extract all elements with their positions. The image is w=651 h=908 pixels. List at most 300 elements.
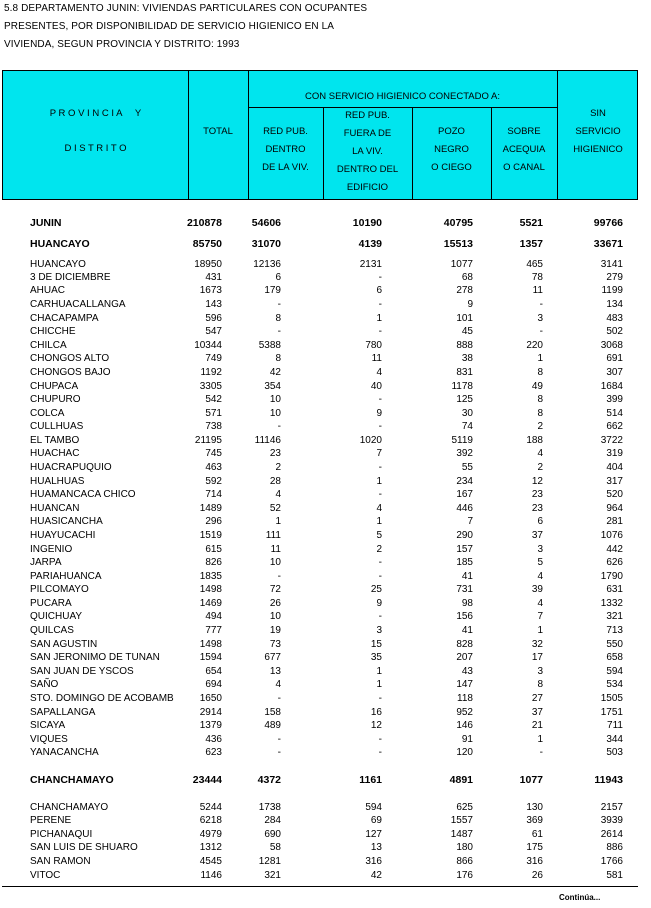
header-acequia: SOBRE ACEQUIA O CANAL [502, 126, 546, 173]
row-value: 442 [606, 544, 623, 555]
table-title [4, 0, 644, 54]
row-value: 581 [606, 870, 623, 881]
row-value: 290 [456, 530, 473, 541]
row-name: 3 DE DICIEMBRE [30, 272, 111, 283]
row-value: 1790 [600, 571, 623, 582]
table-row [0, 570, 651, 584]
row-value: - [378, 489, 382, 500]
row-value: 5119 [451, 435, 473, 446]
row-value: 3068 [600, 340, 623, 351]
row-value: 12 [531, 476, 543, 487]
row-value: 6 [537, 516, 543, 527]
row-value: 33671 [593, 238, 623, 250]
table-row [0, 665, 651, 679]
row-value: 828 [456, 639, 473, 650]
row-value: 10344 [194, 340, 222, 351]
row-value: 5 [537, 557, 543, 568]
row-name: COLCA [30, 408, 65, 419]
row-value: 1 [537, 625, 543, 636]
row-name: CHUPACA [30, 381, 79, 392]
row-value: 690 [264, 829, 281, 840]
row-value: 45 [461, 326, 473, 337]
row-value: 180 [456, 842, 473, 853]
row-value: 9 [376, 598, 382, 609]
table-row [0, 461, 651, 475]
row-value: 658 [606, 652, 623, 663]
row-value: 780 [365, 340, 382, 351]
row-value: 2 [275, 462, 281, 473]
row-value: 1332 [600, 598, 623, 609]
row-value: 2157 [600, 802, 623, 813]
row-value: 3305 [199, 381, 222, 392]
row-value: 1178 [451, 381, 473, 392]
row-value: 188 [526, 435, 543, 446]
row-value: 38 [461, 353, 473, 364]
row-value: 130 [526, 802, 543, 813]
row-value: 1077 [519, 774, 543, 786]
row-value: 2 [537, 421, 543, 432]
row-value: 10 [269, 394, 281, 405]
header-red-dentro: RED PUB. DENTRO DE LA VIV. [262, 126, 309, 173]
row-value: 399 [606, 394, 623, 405]
table-row-total [0, 773, 651, 787]
row-value: 714 [205, 489, 222, 500]
row-name: INGENIO [30, 544, 73, 555]
row-value: 1 [376, 516, 382, 527]
row-value: 55 [461, 462, 473, 473]
row-value: 594 [606, 666, 623, 677]
row-value: 284 [264, 815, 281, 826]
row-value: 134 [606, 299, 623, 310]
row-value: 1751 [600, 707, 623, 718]
row-value: 2131 [359, 259, 382, 270]
row-value: - [539, 747, 543, 758]
row-value: 631 [606, 584, 623, 595]
row-value: 369 [526, 815, 543, 826]
row-value: 1519 [199, 530, 222, 541]
row-value: 11 [270, 544, 281, 555]
table-row [0, 543, 651, 557]
row-value: 592 [205, 476, 222, 487]
title-line-3: VIVIENDA, SEGUN PROVINCIA Y DISTRITO: 1993 [4, 39, 240, 50]
row-value: 10190 [352, 217, 382, 229]
table-row [0, 312, 651, 326]
row-value: 1469 [199, 598, 222, 609]
row-value: 23 [531, 489, 543, 500]
row-value: 1 [537, 734, 543, 745]
row-value: 1498 [199, 639, 222, 650]
row-value: - [277, 693, 281, 704]
row-value: 2914 [199, 707, 222, 718]
row-value: 691 [606, 353, 623, 364]
table-row [0, 434, 651, 448]
row-value: 11 [532, 285, 543, 296]
row-value: - [277, 326, 281, 337]
table-row [0, 814, 651, 828]
row-value: 37 [531, 530, 543, 541]
row-value: 15 [370, 639, 382, 650]
table-row [0, 325, 651, 339]
row-value: 1076 [600, 530, 623, 541]
row-value: 111 [265, 530, 281, 541]
row-value: 623 [205, 747, 222, 758]
row-value: 520 [606, 489, 623, 500]
row-value: 9 [467, 299, 473, 310]
row-value: 146 [456, 720, 473, 731]
row-value: - [277, 299, 281, 310]
row-value: - [277, 747, 281, 758]
row-value: 3939 [600, 815, 623, 826]
row-value: 40 [370, 381, 382, 392]
table-row [0, 841, 651, 855]
row-value: 321 [264, 870, 281, 881]
table-row [0, 801, 651, 815]
table-row [0, 583, 651, 597]
row-value: 35 [370, 652, 382, 663]
row-name: PARIAHUANCA [30, 571, 102, 582]
row-value: 2614 [600, 829, 623, 840]
row-name: SAPALLANGA [30, 707, 96, 718]
row-value: - [539, 299, 543, 310]
continua-note: Continúa... [559, 893, 601, 902]
row-value: 317 [606, 476, 623, 487]
row-value: 964 [606, 503, 623, 514]
row-value: 19 [269, 625, 281, 636]
row-value: 626 [606, 557, 623, 568]
row-value: 436 [205, 734, 222, 745]
row-value: 143 [205, 299, 222, 310]
row-value: 6218 [199, 815, 222, 826]
row-name: CULLHUAS [30, 421, 84, 432]
row-value: 234 [456, 476, 473, 487]
row-value: 749 [205, 353, 222, 364]
row-value: 179 [264, 285, 281, 296]
row-value: 23444 [192, 774, 222, 786]
row-value: 23 [269, 448, 281, 459]
row-value: 392 [456, 448, 473, 459]
row-value: 3141 [600, 259, 623, 270]
row-value: 4 [537, 598, 543, 609]
table-row [0, 380, 651, 394]
row-value: 1594 [199, 652, 222, 663]
row-value: 1 [275, 516, 281, 527]
table-row [0, 610, 651, 624]
row-name: QUICHUAY [30, 611, 83, 622]
row-value: 40795 [443, 217, 473, 229]
table-row [0, 556, 651, 570]
row-value: 3 [537, 666, 543, 677]
row-value: 26 [531, 870, 543, 881]
row-value: 10 [269, 557, 281, 568]
row-value: 5388 [258, 340, 281, 351]
row-value: 1077 [450, 259, 473, 270]
row-value: 5 [376, 530, 382, 541]
row-value: 1650 [199, 693, 222, 704]
row-value: 1 [376, 476, 382, 487]
row-value: 23 [531, 503, 543, 514]
row-name: VIQUES [30, 734, 68, 745]
table-row [0, 488, 651, 502]
row-value: 15513 [443, 238, 473, 250]
row-value: 321 [606, 611, 623, 622]
row-value: 16 [370, 707, 382, 718]
row-value: - [378, 747, 382, 758]
row-value: 32 [531, 639, 543, 650]
row-value: 431 [205, 272, 222, 283]
row-value: 6 [376, 285, 382, 296]
row-value: 58 [269, 842, 281, 853]
row-value: 1 [537, 353, 543, 364]
row-name: HUACRAPUQUIO [30, 462, 112, 473]
row-name: CHILCA [30, 340, 67, 351]
table-row [0, 298, 651, 312]
row-value: 11 [371, 353, 382, 364]
row-value: 4979 [199, 829, 222, 840]
table-row [0, 271, 651, 285]
table-row [0, 475, 651, 489]
row-value: 1020 [359, 435, 382, 446]
row-name: CHICCHE [30, 326, 76, 337]
row-value: 52 [269, 503, 281, 514]
row-value: 26 [269, 598, 281, 609]
row-name: PERENE [30, 815, 72, 826]
row-value: 1505 [600, 693, 623, 704]
row-value: 677 [264, 652, 281, 663]
row-name: PUCARA [30, 598, 72, 609]
row-value: 1 [376, 313, 382, 324]
header-red-fuera: RED PUB. FUERA DE LA VIV. DENTRO DEL EDIFICIO [336, 110, 399, 193]
row-name: PICHANAQUI [30, 829, 93, 840]
row-name: JUNIN [30, 217, 62, 229]
header-distrito: D I S T R I T O [64, 143, 127, 154]
row-name: SAÑO [30, 679, 59, 690]
row-value: 316 [526, 856, 543, 867]
row-value: 354 [264, 381, 281, 392]
row-value: 72 [269, 584, 281, 595]
row-value: 42 [370, 870, 382, 881]
row-name: HUAYUCACHI [30, 530, 96, 541]
row-value: 175 [526, 842, 543, 853]
row-value: 2 [537, 462, 543, 473]
row-value: 61 [531, 829, 543, 840]
row-value: 7 [376, 448, 382, 459]
table-row [0, 733, 651, 747]
row-name: HUACHAC [30, 448, 80, 459]
row-value: 777 [205, 625, 222, 636]
row-value: 207 [456, 652, 473, 663]
row-value: 25 [370, 584, 382, 595]
row-value: 167 [456, 489, 473, 500]
row-name: SAN LUIS DE SHUARO [30, 842, 138, 853]
row-value: 1192 [200, 367, 222, 378]
table-row [0, 624, 651, 638]
row-value: 547 [205, 326, 222, 337]
row-name: CHUPURO [30, 394, 81, 405]
row-value: - [378, 571, 382, 582]
row-value: 1673 [199, 285, 222, 296]
row-value: - [378, 611, 382, 622]
row-value: 49 [531, 381, 543, 392]
row-value: 31070 [251, 238, 281, 250]
row-value: 738 [205, 421, 222, 432]
row-value: 542 [205, 394, 222, 405]
row-value: 78 [531, 272, 543, 283]
row-value: 404 [606, 462, 623, 473]
row-value: 8 [537, 394, 543, 405]
row-value: 952 [456, 707, 473, 718]
row-value: 5244 [199, 802, 222, 813]
row-value: 826 [205, 557, 222, 568]
row-value: 17 [531, 652, 543, 663]
row-value: 185 [456, 557, 473, 568]
row-value: 8 [275, 353, 281, 364]
row-value: 489 [264, 720, 281, 731]
row-value: 13 [269, 666, 281, 677]
row-value: 13 [370, 842, 382, 853]
header-conectado: CON SERVICIO HIGIENICO CONECTADO A: [305, 91, 500, 102]
table-row [0, 638, 651, 652]
row-value: 6 [275, 272, 281, 283]
row-value: 1487 [450, 829, 473, 840]
header-pozo: POZO NEGRO O CIEGO [431, 126, 472, 173]
row-value: 483 [606, 313, 623, 324]
row-value: 4 [537, 571, 543, 582]
table-row [0, 869, 651, 883]
row-value: 156 [456, 611, 473, 622]
row-name: CARHUACALLANGA [30, 299, 126, 310]
table-row [0, 339, 651, 353]
row-value: 54606 [251, 217, 281, 229]
row-value: 11943 [594, 774, 623, 786]
row-value: 73 [269, 639, 281, 650]
row-value: 296 [205, 516, 222, 527]
row-value: 28 [269, 476, 281, 487]
row-value: 127 [365, 829, 382, 840]
row-value: 279 [606, 272, 623, 283]
row-value: 1357 [519, 238, 543, 250]
row-name: QUILCAS [30, 625, 74, 636]
row-value: 176 [456, 870, 473, 881]
row-value: 4 [376, 367, 382, 378]
row-value: 8 [275, 313, 281, 324]
row-name: PILCOMAYO [30, 584, 89, 595]
row-value: 1 [376, 666, 382, 677]
row-value: 4545 [199, 856, 222, 867]
row-name: VITOC [30, 870, 61, 881]
table-row-total [0, 237, 651, 251]
row-value: 888 [456, 340, 473, 351]
row-value: 4372 [257, 774, 281, 786]
row-value: 118 [457, 693, 473, 704]
row-name: STO. DOMINGO DE ACOBAMB [30, 693, 174, 704]
title-line-2: PRESENTES, POR DISPONIBILIDAD DE SERVICIO HIGIENICO EN LA [4, 21, 335, 32]
row-name: HUASICANCHA [30, 516, 103, 527]
row-name: CHONGOS BAJO [30, 367, 111, 378]
row-value: 9 [376, 408, 382, 419]
row-value: 5521 [519, 217, 543, 229]
table-row [0, 407, 651, 421]
row-value: 27 [531, 693, 543, 704]
row-value: 3 [537, 313, 543, 324]
row-value: 886 [606, 842, 623, 853]
row-value: 514 [606, 408, 623, 419]
row-value: 2 [376, 544, 382, 555]
row-value: - [277, 734, 281, 745]
row-value: 4 [376, 503, 382, 514]
row-value: 654 [205, 666, 222, 677]
row-value: - [378, 394, 382, 405]
row-value: 125 [456, 394, 473, 405]
row-value: 4139 [358, 238, 382, 250]
row-value: 99766 [593, 217, 623, 229]
row-value: 319 [606, 448, 623, 459]
row-name: EL TAMBO [30, 435, 80, 446]
table-row [0, 692, 651, 706]
row-value: 8 [537, 408, 543, 419]
row-name: HUANCAYO [30, 259, 86, 270]
row-value: 4 [275, 489, 281, 500]
row-value: 1379 [199, 720, 222, 731]
row-value: 1199 [601, 285, 623, 296]
row-value: 1766 [600, 856, 623, 867]
row-value: - [378, 272, 382, 283]
row-value: 446 [456, 503, 473, 514]
row-value: 157 [456, 544, 473, 555]
row-name: AHUAC [30, 285, 66, 296]
row-name: JARPA [30, 557, 62, 568]
row-value: 615 [205, 544, 222, 555]
row-value: 4 [537, 448, 543, 459]
row-value: 39 [531, 584, 543, 595]
row-value: 831 [456, 367, 473, 378]
row-value: 866 [456, 856, 473, 867]
header-provincia: P R O V I N C I A Y [49, 108, 142, 119]
row-value: 731 [456, 584, 473, 595]
row-value: 147 [456, 679, 473, 690]
row-value: 465 [526, 259, 543, 270]
table-row [0, 393, 651, 407]
row-value: 494 [205, 611, 222, 622]
row-value: 41 [461, 571, 473, 582]
row-value: 1161 [359, 774, 382, 786]
table-row [0, 746, 651, 760]
row-value: 37 [531, 707, 543, 718]
row-value: 30 [461, 408, 473, 419]
table-row-total [0, 216, 651, 230]
row-value: 1835 [199, 571, 222, 582]
row-value: - [378, 462, 382, 473]
row-value: 4 [275, 679, 281, 690]
row-value: 18950 [194, 259, 222, 270]
row-value: 91 [461, 734, 473, 745]
row-value: 344 [606, 734, 623, 745]
row-value: 625 [456, 802, 473, 813]
row-value: 68 [461, 272, 473, 283]
row-value: 694 [205, 679, 222, 690]
row-name: SAN JUAN DE YSCOS [30, 666, 134, 677]
row-value: 43 [461, 666, 473, 677]
row-value: 21195 [194, 435, 222, 446]
row-value: 316 [365, 856, 382, 867]
row-value: 220 [526, 340, 543, 351]
row-value: 11146 [254, 435, 281, 446]
table-row [0, 502, 651, 516]
row-value: 74 [461, 421, 473, 432]
row-name: SAN RAMON [30, 856, 91, 867]
row-value: 7 [537, 611, 543, 622]
row-name: SICAYA [30, 720, 66, 731]
row-value: - [378, 421, 382, 432]
